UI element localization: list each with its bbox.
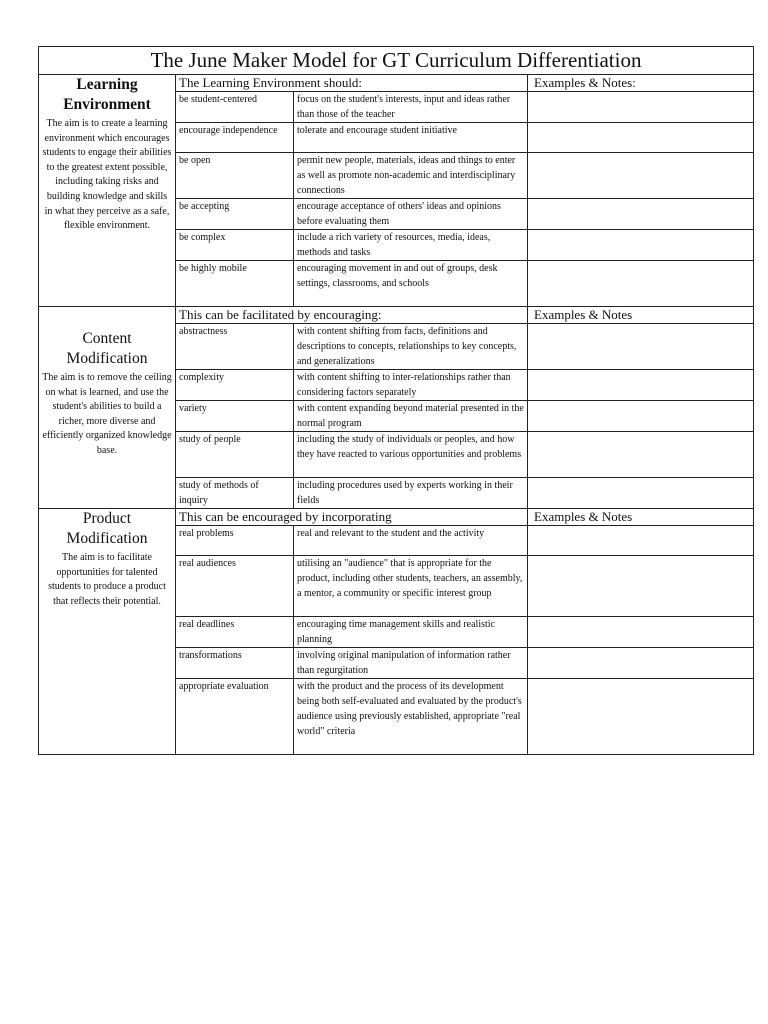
row-detail: include a rich variety of resources, media, ideas, methods and tasks [294, 230, 528, 261]
section-header-left: This can be facilitated by encouraging: [176, 307, 528, 324]
section-product-modification-side [39, 509, 176, 755]
section-content-modification-side [39, 307, 176, 509]
row-detail: with content shifting to inter-relationships rather than considering factors separately [294, 370, 528, 401]
row-term: real deadlines [176, 617, 294, 648]
row-detail: encouraging time management skills and realistic planning [294, 617, 528, 648]
notes-cell[interactable] [528, 526, 754, 556]
section-heading: Learning Environment [63, 76, 151, 113]
row-term: appropriate evaluation [176, 679, 294, 755]
section-heading: Content Modification [66, 330, 148, 367]
notes-cell[interactable] [528, 199, 754, 230]
section-description: The aim is to facilitate opportunities for talented students to produce a product that reflects their potential. [48, 552, 166, 607]
row-term: encourage independence [176, 123, 294, 153]
row-detail: including procedures used by experts working in their fields [294, 478, 528, 509]
section-header-row [39, 75, 754, 92]
row-term: complexity [176, 370, 294, 401]
row-term: be complex [176, 230, 294, 261]
row-term: real audiences [176, 556, 294, 617]
notes-cell[interactable] [528, 478, 754, 509]
row-term: study of methods of inquiry [176, 478, 294, 509]
row-detail: real and relevant to the student and the activity [294, 526, 528, 556]
section-heading: Product Modification [66, 510, 148, 547]
page-title: The June Maker Model for GT Curriculum Differentiation [39, 47, 754, 75]
row-detail: encourage acceptance of others' ideas and opinions before evaluating them [294, 199, 528, 230]
notes-cell[interactable] [528, 648, 754, 679]
section-learning-environment-side [39, 75, 176, 307]
row-term: study of people [176, 432, 294, 478]
row-term: transformations [176, 648, 294, 679]
section-header-row [39, 509, 754, 526]
row-term: real problems [176, 526, 294, 556]
notes-cell[interactable] [528, 123, 754, 153]
notes-cell[interactable] [528, 370, 754, 401]
row-detail: encouraging movement in and out of groups, desk settings, classrooms, and schools [294, 261, 528, 307]
row-detail: focus on the student's interests, input and ideas rather than those of the teacher [294, 92, 528, 123]
examples-notes-header: Examples & Notes [528, 509, 754, 526]
section-description: The aim is to remove the ceiling on what is learned, and use the student's abilities to build a richer, more diverse and efficiently organized knowledge base. [42, 372, 172, 456]
notes-cell[interactable] [528, 153, 754, 199]
notes-cell[interactable] [528, 324, 754, 370]
row-detail: involving original manipulation of information rather than regurgitation [294, 648, 528, 679]
differentiation-table [38, 46, 754, 755]
notes-cell[interactable] [528, 617, 754, 648]
notes-cell[interactable] [528, 556, 754, 617]
row-detail: including the study of individuals or peoples, and how they have reacted to various opportunities and problems [294, 432, 528, 478]
section-header-left: This can be encouraged by incorporating [176, 509, 528, 526]
notes-cell[interactable] [528, 92, 754, 123]
title-row [39, 47, 754, 75]
examples-notes-header: Examples & Notes [528, 307, 754, 324]
row-term: be open [176, 153, 294, 199]
row-term: be accepting [176, 199, 294, 230]
row-detail: with content expanding beyond material presented in the normal program [294, 401, 528, 432]
notes-cell[interactable] [528, 261, 754, 307]
row-term: variety [176, 401, 294, 432]
row-detail: utilising an "audience" that is appropriate for the product, including other students, teachers, an assembly, a mentor, a community or specific interest group [294, 556, 528, 617]
section-header-row [39, 307, 754, 324]
notes-cell[interactable] [528, 432, 754, 478]
notes-cell[interactable] [528, 230, 754, 261]
notes-cell[interactable] [528, 401, 754, 432]
row-detail: permit new people, materials, ideas and things to enter as well as promote non-academic and interdisciplinary connections [294, 153, 528, 199]
section-header-left: The Learning Environment should: [176, 75, 528, 92]
row-detail: with content shifting from facts, definitions and descriptions to concepts, relationships to key concepts, and generalizations [294, 324, 528, 370]
notes-cell[interactable] [528, 679, 754, 755]
row-detail: with the product and the process of its development being both self-evaluated and evaluated by the product's audience using previously established, appropriate "real world" criteria [294, 679, 528, 755]
row-term: be highly mobile [176, 261, 294, 307]
section-description: The aim is to create a learning environment which encourages students to engage their abilities to the greatest extent possible, including taking risks and building knowledge and skills in what they perceive as a safe, flexible environment. [42, 118, 172, 232]
row-term: be student-centered [176, 92, 294, 123]
examples-notes-header: Examples & Notes: [528, 75, 754, 92]
row-detail: tolerate and encourage student initiative [294, 123, 528, 153]
row-term: abstractness [176, 324, 294, 370]
